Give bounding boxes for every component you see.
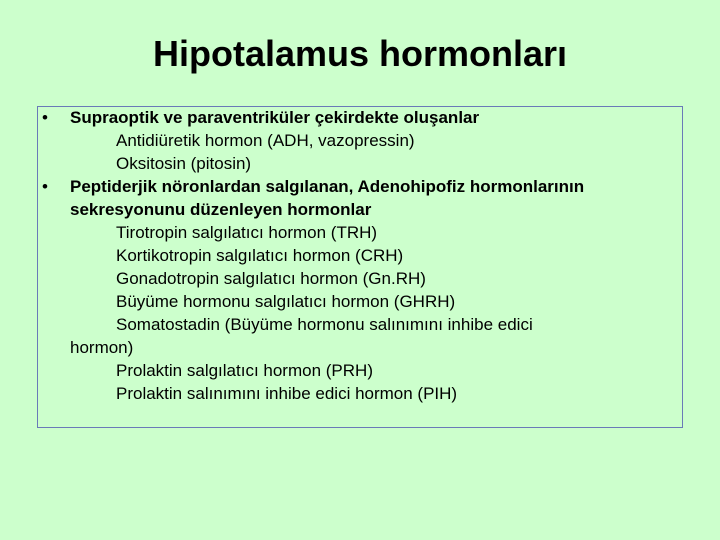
list-item: Somatostadin (Büyüme hormonu salınımını inhibe edici: [116, 315, 533, 334]
list-item: Prolaktin salınımını inhibe edici hormon (PIH): [116, 384, 458, 403]
bullet-peptidergic: [42, 175, 682, 198]
bullet-list: [42, 106, 682, 405]
list-item: Prolaktin salgılatıcı hormon (PRH): [116, 361, 373, 380]
bullet-supraoptic: [42, 106, 682, 129]
slide-title: Hipotalamus hormonları: [152, 33, 568, 74]
bullet-peptidergic-cont: [42, 198, 682, 221]
list-item-continuation: hormon): [70, 338, 134, 357]
bullet-dot: •: [42, 108, 48, 127]
list-item: Kortikotropin salgılatıcı hormon (CRH): [116, 246, 404, 265]
list-item: Gonadotropin salgılatıcı hormon (Gn.RH): [116, 269, 426, 288]
list-item: Oksitosin (pitosin): [116, 154, 252, 173]
bullet-text-line2: sekresyonunu düzenleyen hormonlar: [70, 200, 372, 219]
list-item: Tirotropin salgılatıcı hormon (TRH): [116, 223, 378, 242]
bullet-text: Supraoptik ve paraventriküler çekirdekte oluşanlar: [70, 108, 480, 127]
list-item: Antidiüretik hormon (ADH, vazopressin): [116, 131, 415, 150]
bullet-dot: •: [42, 177, 48, 196]
list-item: Büyüme hormonu salgılatıcı hormon (GHRH): [116, 292, 456, 311]
bullet-text-line1: Peptiderjik nöronlardan salgılanan, Adenohipofiz hormonlarının: [70, 177, 585, 196]
